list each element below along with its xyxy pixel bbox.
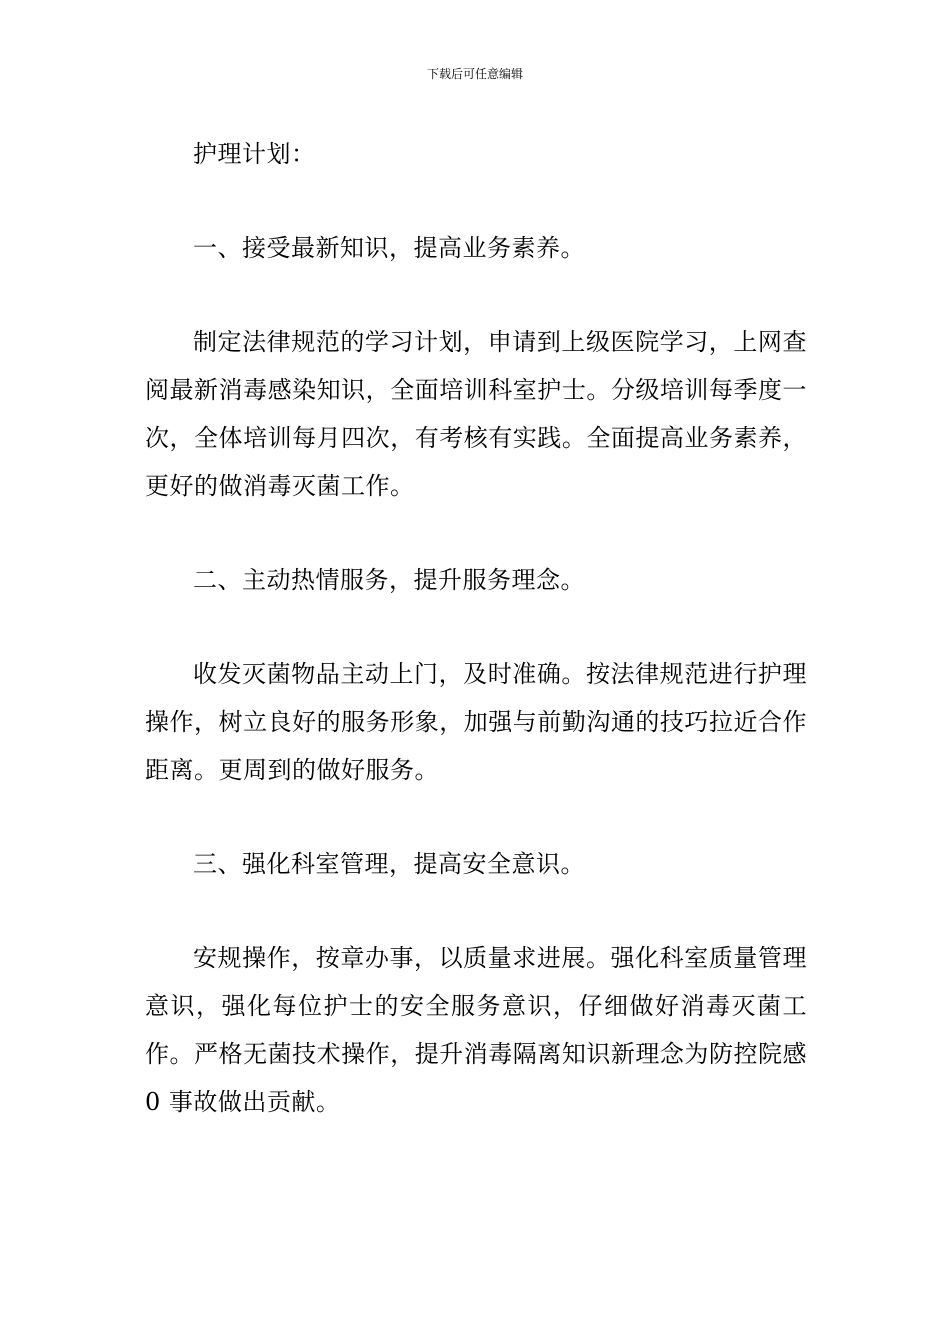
document-title: 护理计划：: [193, 140, 316, 168]
section-body-3: 安规操作，按章办事，以质量求进展。强化科室质量管理意识，强化每位护士的安全服务意识，仔细做好消毒灭菌工作。严格无菌技术操作，提升消毒隔离知识新理念为防控院感 0 事故做出贡献。: [145, 944, 807, 1116]
section-heading-1: 一、接受最新知识，提高业务素养。: [193, 234, 585, 262]
page-header: 下载后可任意编辑: [426, 67, 523, 81]
section-heading-3: 三、强化科室管理，提高安全意识。: [193, 850, 585, 878]
section-body-1: 制定法律规范的学习计划，申请到上级医院学习，上网查阅最新消毒感染知识，全面培训科室护士。分级培训每季度一次，全体培训每月四次，有考核有实践。全面提高业务素养，更好的做消毒灭菌工作。: [145, 328, 807, 500]
document-body: [145, 130, 807, 1126]
section-body-2: 收发灭菌物品主动上门，及时准确。按法律规范进行护理操作，树立良好的服务形象，加强与前勤沟通的技巧拉近合作距离。更周到的做好服务。: [145, 660, 807, 784]
section-heading-2: 二、主动热情服务，提升服务理念。: [193, 566, 585, 594]
